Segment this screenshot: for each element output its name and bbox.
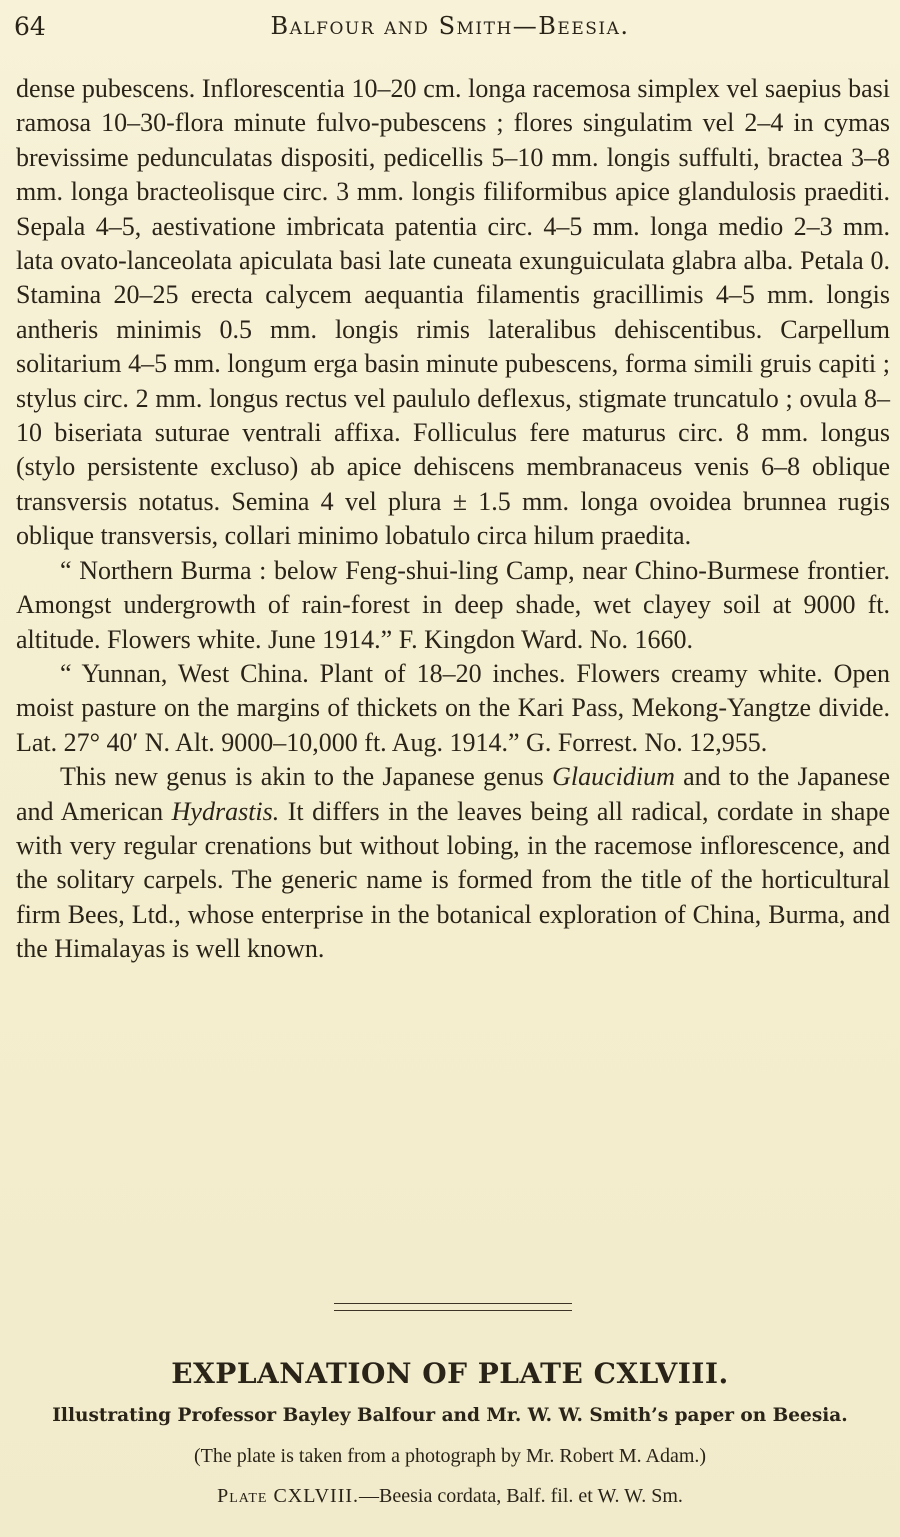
discussion-paragraph [16, 760, 890, 966]
page-number: 64 [14, 12, 46, 41]
specimen-citation-ward: “ Northern Burma : below Feng-shui-ling Camp, near Chino-Burmese frontier. Amongst undergrowth of rain-forest in deep shade, wet clayey soil at 9000 ft. altitude. Flowers white. June 1914.” F. Kingdon Ward. No. 1660. [16, 555, 890, 654]
latin-description: dense pubescens. Inflorescentia 10–20 cm. longa racemosa simplex vel saepius basi ramosa 10–30-flora minute fulvo-pubescens ; flores singulatim vel 2–4 in cymas brevissime pedunculatas dispositi, pedicellis 5–10 mm. longis suffulti, bractea 3–8 mm. longa bracteolisque circ. 3 mm. longis filiformibus apice glandulosis praediti. Sepala 4–5, aestivatione imbricata patentia circ. 4–5 mm. longa medio 2–3 mm. lata ovato-lanceolata apiculata basi late cuneata exunguiculata glabra alba. Petala 0. Stamina 20–25 erecta calycem aequantia filamentis gracillimis 4–5 mm. longis antheris minimis 0.5 mm. longis rimis lateralibus dehiscentibus. Carpellum solitarium 4–5 mm. longum erga basin minute pubescens, forma simili gruis capiti ; stylus circ. 2 mm. longus rectus vel paululo deflexus, stigmate truncatulo ; ovula 8–10 biseriata suturae ventrali affixa. Folliculus fere maturus circ. 8 mm. longus (stylo persistente excluso) ab apice dehiscens membranaceus venis 6–8 oblique transversis notatus. Semina 4 vel plura ± 1.5 mm. longa ovoidea brunnea rugis oblique transversis, collari minimo lobatulo circa hilum praedita. [16, 74, 890, 551]
explanation-subtitle: Illustrating Professor Bayley Balfour and Mr. W. W. Smith’s paper on Beesia. [52, 1405, 848, 1426]
explanation-title: EXPLANATION OF PLATE CXLVIII. [171, 1357, 729, 1390]
plate-caption [0, 1476, 900, 1516]
plate-explanation [0, 1352, 900, 1516]
photograph-credit: (The plate is taken from a photograph by Mr. Robert M. Adam.) [193, 1445, 707, 1467]
plate-label: Plate CXLVIII. [217, 1485, 360, 1507]
discussion-text-2: and to the Japanese and American [16, 762, 890, 826]
discussion-text-3: It differs in the leaves being all radical, cordate in shape with very regular crenations but without lobing, in the racemose inflorescence, and the solitary carpels. The generic name is formed from the title of the horticultural firm Bees, Ltd., whose enterprise in the botanical exploration of China, Burma, and the Himalayas is well known. [16, 796, 891, 964]
plate-caption-text: —Beesia cordata, Balf. fil. et W. W. Sm. [359, 1485, 683, 1507]
section-divider [334, 1303, 572, 1311]
specimen-citation-forrest: “ Yunnan, West China. Plant of 18–20 inches. Flowers creamy white. Open moist pasture on the margins of thickets on the Kari Pass, Mekong-Yangtze divide. Lat. 27° 40′ N. Alt. 9000–10,000 ft. Aug. 1914.” G. Forrest. No. 12,955. [16, 658, 890, 757]
body-text [16, 72, 890, 967]
running-head: Balfour and Smith—Beesia. [270, 12, 630, 40]
genus-glaucidium: Glaucidium [552, 762, 675, 792]
page-header [14, 8, 886, 44]
genus-hydrastis: Hydrastis. [171, 796, 280, 826]
discussion-text-1: This new genus is akin to the Japanese genus [60, 762, 553, 792]
